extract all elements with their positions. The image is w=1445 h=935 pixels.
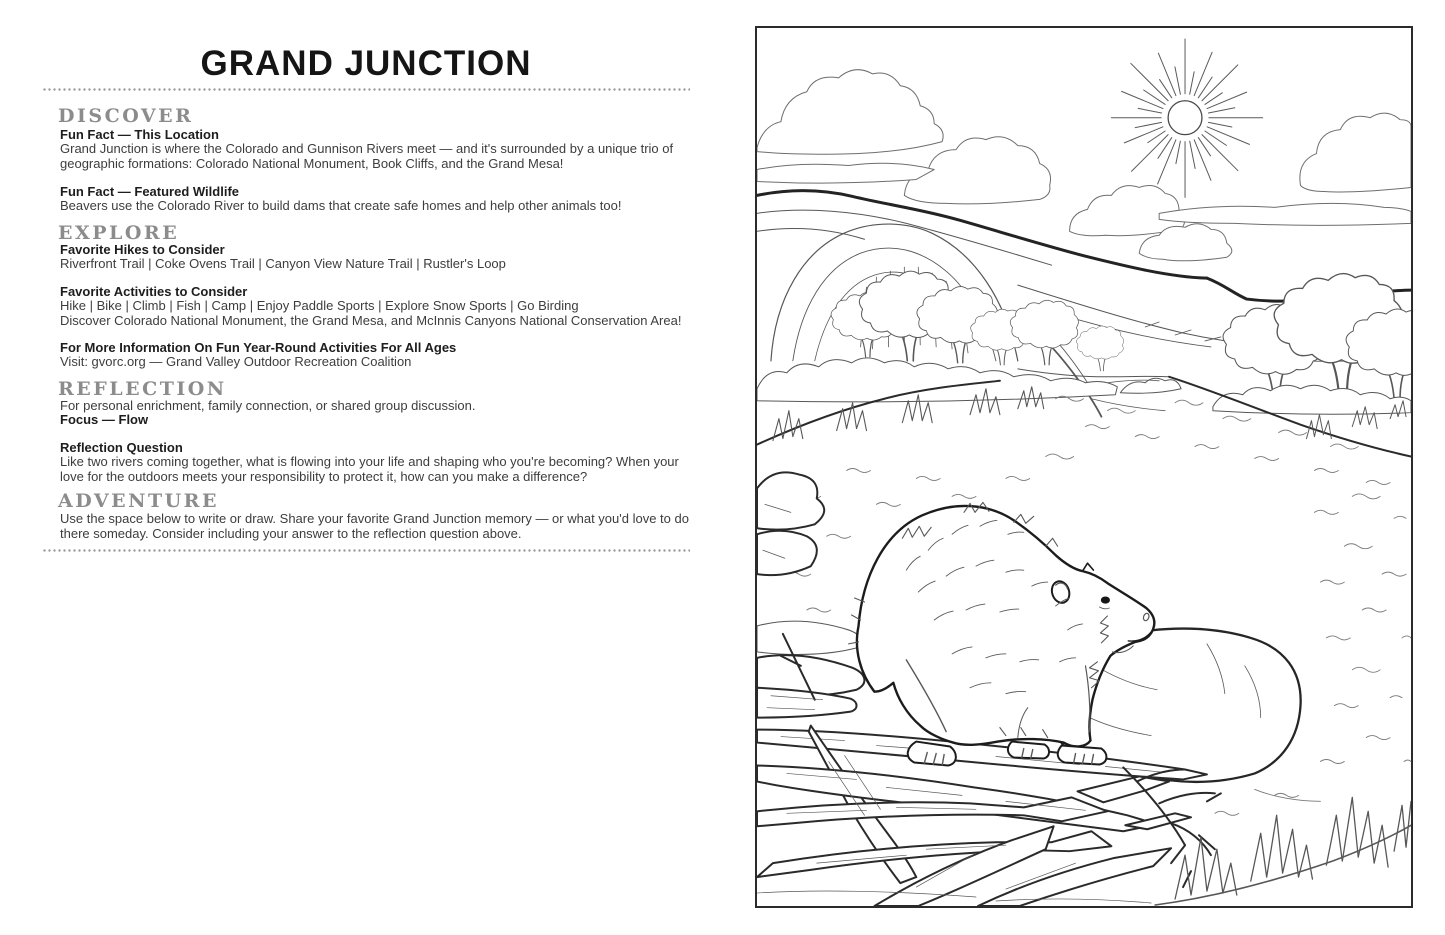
fun-fact-location-body: Grand Junction is where the Colorado and Gunnison Rivers meet — and it's surrounded by a unique trio of geographic formations: Colorado National Monument, Book Cliffs, and the Grand Mesa!	[60, 141, 674, 171]
reflection-question-title: Reflection Question	[60, 440, 183, 455]
dotted-divider-top	[42, 88, 690, 91]
page-title: GRAND JUNCTION	[200, 44, 532, 83]
beaver-eye	[1101, 596, 1110, 603]
fun-fact-wildlife-body: Beavers use the Colorado River to build dams that create safe homes and help other animals too!	[60, 198, 622, 213]
reflection-question-body: Like two rivers coming together, what is flowing into your life and shaping who you're becoming? When your love for the outdoors meets your responsibility to protect it, how can you make a difference?	[60, 454, 679, 484]
rocks	[757, 472, 864, 696]
sun-icon	[1111, 39, 1262, 197]
drawing-space	[42, 556, 690, 896]
reflection-focus: Focus — Flow	[60, 412, 149, 427]
reflection-intro: For personal enrichment, family connection, or shared group discussion.	[60, 398, 476, 413]
beaver-front-paw-2	[1008, 742, 1049, 759]
activities-body	[60, 299, 694, 328]
dotted-divider-bottom	[42, 549, 690, 552]
beaver-coloring-illustration	[757, 28, 1411, 906]
coloring-frame	[755, 26, 1413, 908]
hikes-title: Favorite Hikes to Consider	[60, 242, 225, 257]
beaver-front-paw	[1058, 746, 1107, 765]
clouds	[757, 70, 1411, 261]
section-heading-discover: DISCOVER	[58, 105, 194, 127]
section-heading-explore: EXPLORE	[58, 222, 180, 244]
section-heading-reflection: REFLECTION	[58, 378, 227, 400]
more-info-title: For More Information On Fun Year-Round Activities For All Ages	[60, 340, 457, 355]
section-heading-adventure: ADVENTURE	[58, 490, 219, 512]
more-info-body: Visit: gvorc.org — Grand Valley Outdoor Recreation Coalition	[60, 354, 412, 369]
bushes	[757, 358, 1411, 414]
hikes-body: Riverfront Trail | Coke Ovens Trail | Canyon View Nature Trail | Rustler's Loop	[60, 256, 506, 271]
fun-fact-wildlife-title: Fun Fact — Featured Wildlife	[60, 184, 240, 199]
activities-line-1: Hike | Bike | Climb | Fish | Camp | Enjoy Paddle Sports | Explore Snow Sports | Go Birding	[60, 298, 579, 313]
adventure-body: Use the space below to write or draw. Share your favorite Grand Junction memory — or what you'd love to do there someday. Consider including your answer to the reflection question above.	[60, 511, 689, 541]
activities-title: Favorite Activities to Consider	[60, 284, 248, 299]
activities-line-2: Discover Colorado National Monument, the Grand Mesa, and McInnis Canyons National Conservation Area!	[60, 312, 682, 328]
fun-fact-location-title: Fun Fact — This Location	[60, 127, 219, 142]
